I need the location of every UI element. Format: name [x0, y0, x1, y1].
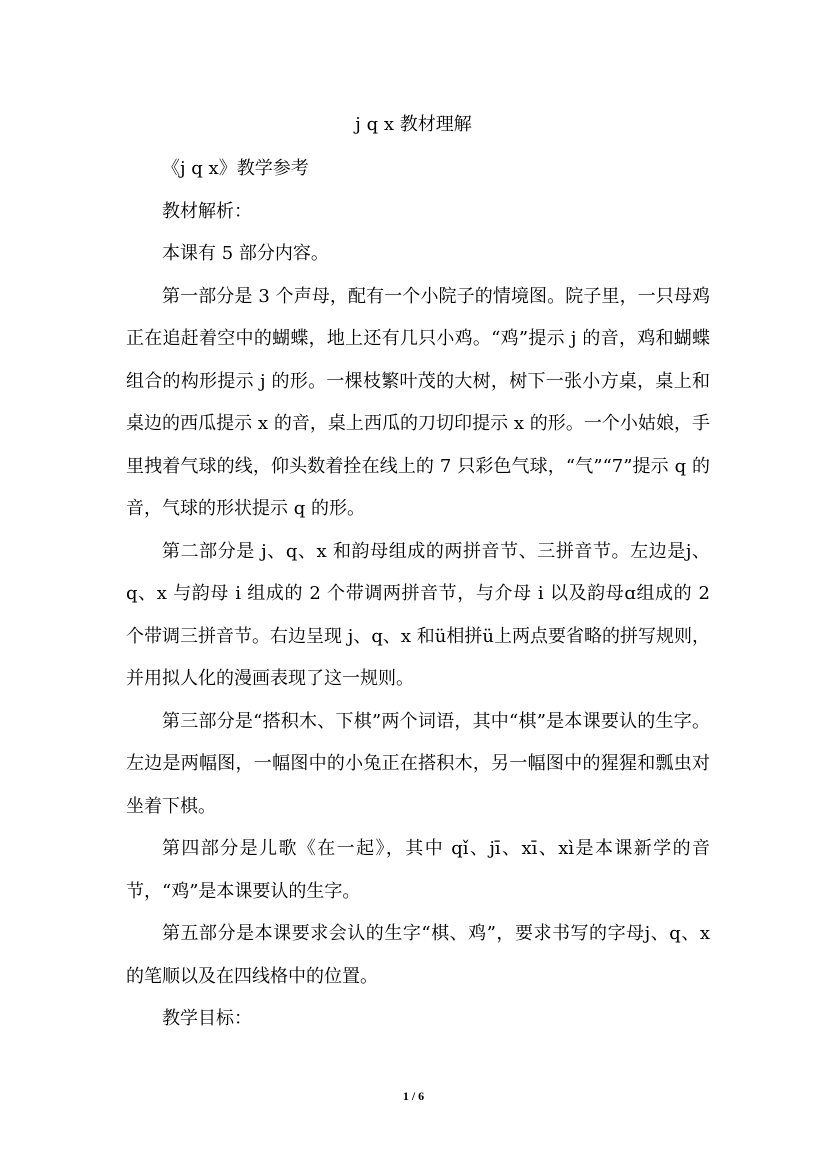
- paragraph-analysis-heading: 教材解析：: [162, 200, 252, 222]
- paragraph-part-four: 第四部分是儿歌《在一起》，其中 qǐ、jī、xī、xì是本课新学的音节，“鸡”是本课要认的生字。: [126, 838, 710, 902]
- paragraph-part-five: 第五部分是本课要求会认的生字“棋、鸡”，要求书写的字母j、q、x 的笔顺以及在四线格中的位置。: [126, 923, 711, 987]
- document-body: [126, 148, 710, 1041]
- page-number: 1 / 6: [402, 1089, 425, 1103]
- paragraph-reference-title: 《j q x》教学参考: [162, 158, 309, 179]
- paragraph-part-three: 第三部分是“搭积木、下棋”两个词语，其中“棋”是本课要认的生字。左边是两幅图，一幅图中的小兔正在搭积木，另一幅图中的猩猩和瓢虫对坐着下棋。: [126, 710, 710, 817]
- paragraph-overview: 本课有 5 部分内容。: [162, 243, 329, 264]
- paragraph-part-two: 第二部分是 j、q、x 和韵母组成的两拼音节、三拼音节。左边是j、q、x 与韵母 i 组成的 2 个带调两拼音节，与介母 i 以及韵母ɑ组成的 2 个带调三拼音节。右边呈现 j、q、x 和ü相拼ü上两点要省略的拼写规则，并用拟人化的漫画表现了这一规则。: [126, 540, 710, 689]
- document-title: j q x 教材理解: [355, 114, 472, 135]
- paragraph-goals-heading: 教学目标：: [162, 1008, 252, 1029]
- paragraph-part-one: 第一部分是 3 个声母，配有一个小院子的情境图。院子里，一只母鸡正在追赶着空中的蝴蝶，地上还有几只小鸡。“鸡”提示 j 的音，鸡和蝴蝶组合的构形提示 j 的形。一棵枝繁叶茂的大树，树下一张小方桌，桌上和桌边的西瓜提示 x 的音，桌上西瓜的刀切印提示 x 的形。一个小姑娘，手里拽着气球的线，仰头数着拴在线上的 7 只彩色气球，“气”“7”提示 q 的音，气球的形状提示 q 的形。: [126, 285, 710, 519]
